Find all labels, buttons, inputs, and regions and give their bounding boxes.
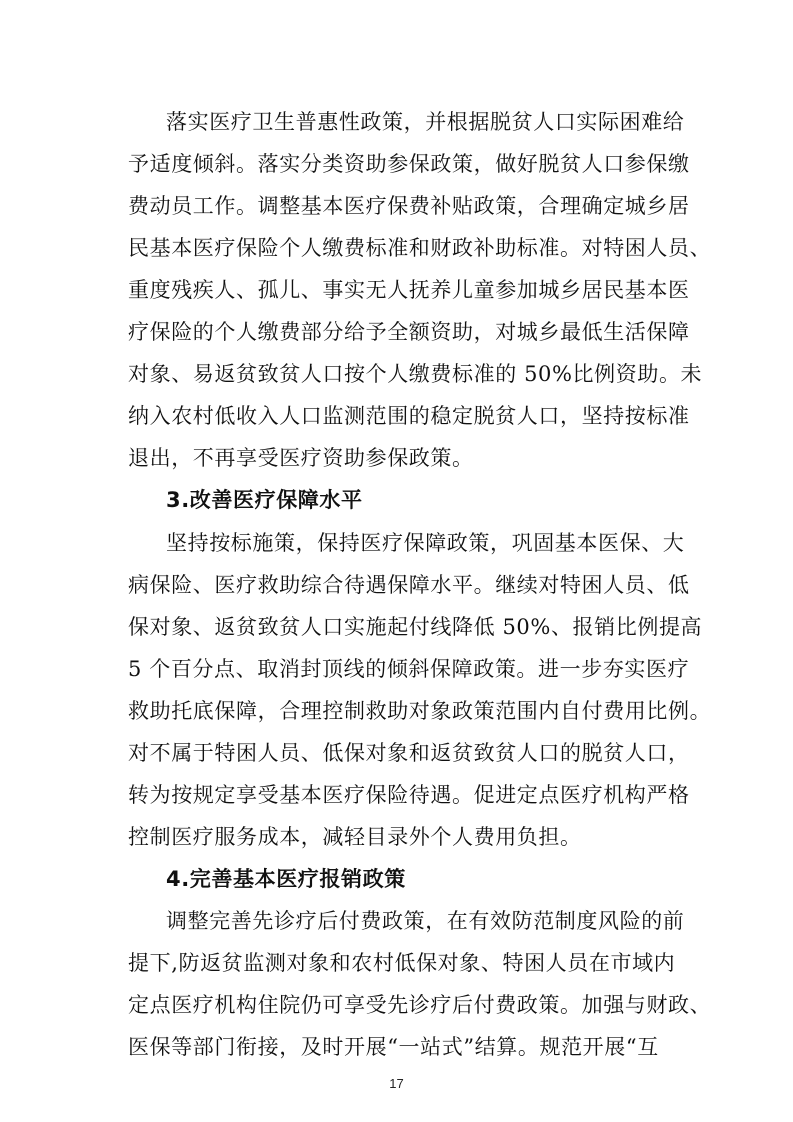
paragraph-line: 提下,防返贫监测对象和农村低保对象、特困人员在市域内 <box>128 951 676 975</box>
paragraph-line: 控制医疗服务成本，减轻目录外个人费用负担。 <box>128 825 582 849</box>
paragraph-line: 疗保险的个人缴费部分给予全额资助，对城乡最低生活保障 <box>128 320 690 344</box>
paragraph-line: 纳入农村低收入人口监测范围的稳定脱贫人口，坚持按标准 <box>128 404 690 428</box>
paragraph-line: 落实医疗卫生普惠性政策，并根据脱贫人口实际困难给 <box>166 110 685 134</box>
paragraph-line: 救助托底保障，合理控制救助对象政策范围内自付费用比例。 <box>128 699 712 723</box>
paragraph-line: 退出，不再享受医疗资助参保政策。 <box>128 446 474 470</box>
page-number: 17 <box>389 1076 404 1091</box>
paragraph-line: 重度残疾人、孤儿、事实无人抚养儿童参加城乡居民基本医 <box>128 278 690 302</box>
paragraph-line: 转为按规定享受基本医疗保险待遇。促进定点医疗机构严格 <box>128 783 690 807</box>
paragraph-line: 保对象、返贫致贫人口实施起付线降低 50%、报销比例提高 <box>128 615 703 639</box>
paragraph-line: 费动员工作。调整基本医疗保费补贴政策，合理确定城乡居 <box>128 194 690 218</box>
paragraph-line: 民基本医疗保险个人缴费标准和财政补助标准。对特困人员、 <box>128 236 712 260</box>
paragraph-line: 对象、易返贫致贫人口按个人缴费标准的 50%比例资助。未 <box>128 362 703 386</box>
paragraph-line: 对不属于特困人员、低保对象和返贫致贫人口的脱贫人口， <box>128 741 690 765</box>
section-heading-3: 3.改善医疗保障水平 <box>166 488 363 512</box>
section-heading-4: 4.完善基本医疗报销政策 <box>166 867 406 891</box>
paragraph-line: 病保险、医疗救助综合待遇保障水平。继续对特困人员、低 <box>128 573 690 597</box>
paragraph-line: 5 个百分点、取消封顶线的倾斜保障政策。进一步夯实医疗 <box>128 657 690 681</box>
paragraph-line: 定点医疗机构住院仍可享受先诊疗后付费政策。加强与财政、 <box>128 993 712 1017</box>
paragraph-line: 医保等部门衔接，及时开展“一站式”结算。规范开展“互 <box>128 1035 659 1059</box>
paragraph-line: 予适度倾斜。落实分类资助参保政策，做好脱贫人口参保缴 <box>128 152 690 176</box>
paragraph-line: 坚持按标施策，保持医疗保障政策，巩固基本医保、大 <box>166 531 685 555</box>
paragraph-line: 调整完善先诊疗后付费政策，在有效防范制度风险的前 <box>166 909 685 933</box>
